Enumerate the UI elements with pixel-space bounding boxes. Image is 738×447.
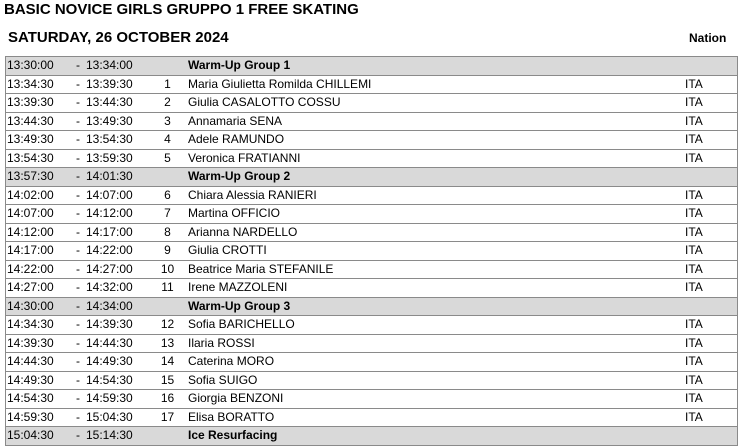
- start-number-cell: [147, 168, 188, 187]
- time-separator-cell: -: [70, 149, 86, 168]
- name-cell: Arianna NARDELLO: [188, 223, 685, 242]
- nation-cell: ITA: [685, 390, 738, 409]
- start-time-cell: 14:39:30: [6, 334, 71, 353]
- start-number-cell: [147, 297, 188, 316]
- time-separator-cell: -: [70, 390, 86, 409]
- start-time-cell: 13:39:30: [6, 94, 71, 113]
- nation-cell: ITA: [685, 205, 738, 224]
- end-time-cell: 14:39:30: [86, 316, 147, 335]
- start-number-cell: 6: [147, 186, 188, 205]
- skater-row: [6, 371, 738, 390]
- start-time-cell: 14:54:30: [6, 390, 71, 409]
- nation-cell: ITA: [685, 371, 738, 390]
- group-row: [6, 427, 738, 446]
- start-time-cell: 14:59:30: [6, 408, 71, 427]
- name-cell: Elisa BORATTO: [188, 408, 685, 427]
- name-cell: Veronica FRATIANNI: [188, 149, 685, 168]
- time-separator-cell: -: [70, 168, 86, 187]
- skater-row: [6, 408, 738, 427]
- end-time-cell: 13:49:30: [86, 112, 147, 131]
- time-separator-cell: -: [70, 260, 86, 279]
- skater-row: [6, 223, 738, 242]
- skater-row: [6, 390, 738, 409]
- start-time-cell: 15:04:30: [6, 427, 71, 446]
- time-separator-cell: -: [70, 279, 86, 298]
- nation-cell: ITA: [685, 223, 738, 242]
- nation-cell: ITA: [685, 408, 738, 427]
- time-separator-cell: -: [70, 223, 86, 242]
- name-cell: Sofia BARICHELLO: [188, 316, 685, 335]
- nation-cell: ITA: [685, 279, 738, 298]
- end-time-cell: 13:59:30: [86, 149, 147, 168]
- start-time-cell: 13:49:30: [6, 131, 71, 150]
- nation-cell: [685, 297, 738, 316]
- end-time-cell: 14:07:00: [86, 186, 147, 205]
- start-time-cell: 13:57:30: [6, 168, 71, 187]
- page-title: BASIC NOVICE GIRLS GRUPPO 1 FREE SKATING: [4, 1, 359, 18]
- name-cell: Chiara Alessia RANIERI: [188, 186, 685, 205]
- time-separator-cell: -: [70, 112, 86, 131]
- start-time-cell: 13:34:30: [6, 75, 71, 94]
- start-number-cell: 15: [147, 371, 188, 390]
- name-cell: Warm-Up Group 2: [188, 168, 685, 187]
- name-cell: Giulia CASALOTTO COSSU: [188, 94, 685, 113]
- end-time-cell: 14:34:00: [86, 297, 147, 316]
- skater-row: [6, 149, 738, 168]
- skater-row: [6, 334, 738, 353]
- end-time-cell: 14:54:30: [86, 371, 147, 390]
- skater-row: [6, 260, 738, 279]
- start-time-cell: 13:30:00: [6, 57, 71, 76]
- name-cell: Warm-Up Group 3: [188, 297, 685, 316]
- end-time-cell: 15:14:30: [86, 427, 147, 446]
- nation-cell: ITA: [685, 316, 738, 335]
- nation-cell: [685, 57, 738, 76]
- skater-row: [6, 131, 738, 150]
- nation-cell: ITA: [685, 112, 738, 131]
- start-number-cell: 2: [147, 94, 188, 113]
- start-time-cell: 14:12:00: [6, 223, 71, 242]
- time-separator-cell: -: [70, 316, 86, 335]
- start-number-cell: 14: [147, 353, 188, 372]
- time-separator-cell: -: [70, 353, 86, 372]
- name-cell: Irene MAZZOLENI: [188, 279, 685, 298]
- start-number-cell: 4: [147, 131, 188, 150]
- skater-row: [6, 205, 738, 224]
- name-cell: Maria Giulietta Romilda CHILLEMI: [188, 75, 685, 94]
- nation-cell: [685, 427, 738, 446]
- name-cell: Ice Resurfacing: [188, 427, 685, 446]
- start-time-cell: 14:27:00: [6, 279, 71, 298]
- skater-row: [6, 353, 738, 372]
- nation-cell: ITA: [685, 75, 738, 94]
- schedule-table: [5, 56, 738, 446]
- nation-cell: ITA: [685, 260, 738, 279]
- start-time-cell: 14:49:30: [6, 371, 71, 390]
- start-number-cell: [147, 427, 188, 446]
- end-time-cell: 13:34:00: [86, 57, 147, 76]
- name-cell: Warm-Up Group 1: [188, 57, 685, 76]
- group-row: [6, 57, 738, 76]
- start-time-cell: 14:44:30: [6, 353, 71, 372]
- event-date: SATURDAY, 26 OCTOBER 2024: [8, 29, 229, 46]
- end-time-cell: 14:44:30: [86, 334, 147, 353]
- group-row: [6, 297, 738, 316]
- end-time-cell: 15:04:30: [86, 408, 147, 427]
- start-number-cell: 5: [147, 149, 188, 168]
- name-cell: Beatrice Maria STEFANILE: [188, 260, 685, 279]
- start-number-cell: 7: [147, 205, 188, 224]
- time-separator-cell: -: [70, 131, 86, 150]
- end-time-cell: 14:32:00: [86, 279, 147, 298]
- end-time-cell: 14:01:30: [86, 168, 147, 187]
- nation-cell: ITA: [685, 131, 738, 150]
- skater-row: [6, 75, 738, 94]
- nation-cell: ITA: [685, 94, 738, 113]
- time-separator-cell: -: [70, 94, 86, 113]
- end-time-cell: 14:27:00: [86, 260, 147, 279]
- skater-row: [6, 242, 738, 261]
- time-separator-cell: -: [70, 242, 86, 261]
- start-time-cell: 14:17:00: [6, 242, 71, 261]
- end-time-cell: 13:54:30: [86, 131, 147, 150]
- start-number-cell: 10: [147, 260, 188, 279]
- end-time-cell: 13:39:30: [86, 75, 147, 94]
- start-number-cell: 9: [147, 242, 188, 261]
- time-separator-cell: -: [70, 427, 86, 446]
- start-number-cell: 11: [147, 279, 188, 298]
- nation-cell: ITA: [685, 149, 738, 168]
- end-time-cell: 14:17:00: [86, 223, 147, 242]
- end-time-cell: 14:22:00: [86, 242, 147, 261]
- end-time-cell: 14:12:00: [86, 205, 147, 224]
- nation-column-header: Nation: [689, 31, 727, 45]
- start-time-cell: 13:44:30: [6, 112, 71, 131]
- time-separator-cell: -: [70, 334, 86, 353]
- start-time-cell: 13:54:30: [6, 149, 71, 168]
- time-separator-cell: -: [70, 205, 86, 224]
- time-separator-cell: -: [70, 186, 86, 205]
- start-number-cell: 8: [147, 223, 188, 242]
- skater-row: [6, 279, 738, 298]
- start-time-cell: 14:22:00: [6, 260, 71, 279]
- start-time-cell: 14:34:30: [6, 316, 71, 335]
- start-number-cell: 13: [147, 334, 188, 353]
- start-number-cell: 12: [147, 316, 188, 335]
- start-number-cell: 3: [147, 112, 188, 131]
- time-separator-cell: -: [70, 297, 86, 316]
- name-cell: Giorgia BENZONI: [188, 390, 685, 409]
- end-time-cell: 14:49:30: [86, 353, 147, 372]
- group-row: [6, 168, 738, 187]
- name-cell: Annamaria SENA: [188, 112, 685, 131]
- name-cell: Ilaria ROSSI: [188, 334, 685, 353]
- start-number-cell: 1: [147, 75, 188, 94]
- time-separator-cell: -: [70, 75, 86, 94]
- skater-row: [6, 186, 738, 205]
- time-separator-cell: -: [70, 371, 86, 390]
- nation-cell: ITA: [685, 186, 738, 205]
- name-cell: Caterina MORO: [188, 353, 685, 372]
- time-separator-cell: -: [70, 408, 86, 427]
- name-cell: Giulia CROTTI: [188, 242, 685, 261]
- time-separator-cell: -: [70, 57, 86, 76]
- start-number-cell: [147, 57, 188, 76]
- skater-row: [6, 94, 738, 113]
- end-time-cell: 13:44:30: [86, 94, 147, 113]
- end-time-cell: 14:59:30: [86, 390, 147, 409]
- start-time-cell: 14:30:00: [6, 297, 71, 316]
- schedule-table-body: [6, 57, 738, 446]
- nation-cell: ITA: [685, 353, 738, 372]
- nation-cell: [685, 168, 738, 187]
- start-time-cell: 14:07:00: [6, 205, 71, 224]
- name-cell: Martina OFFICIO: [188, 205, 685, 224]
- nation-cell: ITA: [685, 242, 738, 261]
- name-cell: Adele RAMUNDO: [188, 131, 685, 150]
- name-cell: Sofia SUIGO: [188, 371, 685, 390]
- skater-row: [6, 316, 738, 335]
- start-time-cell: 14:02:00: [6, 186, 71, 205]
- nation-cell: ITA: [685, 334, 738, 353]
- start-number-cell: 16: [147, 390, 188, 409]
- skater-row: [6, 112, 738, 131]
- start-number-cell: 17: [147, 408, 188, 427]
